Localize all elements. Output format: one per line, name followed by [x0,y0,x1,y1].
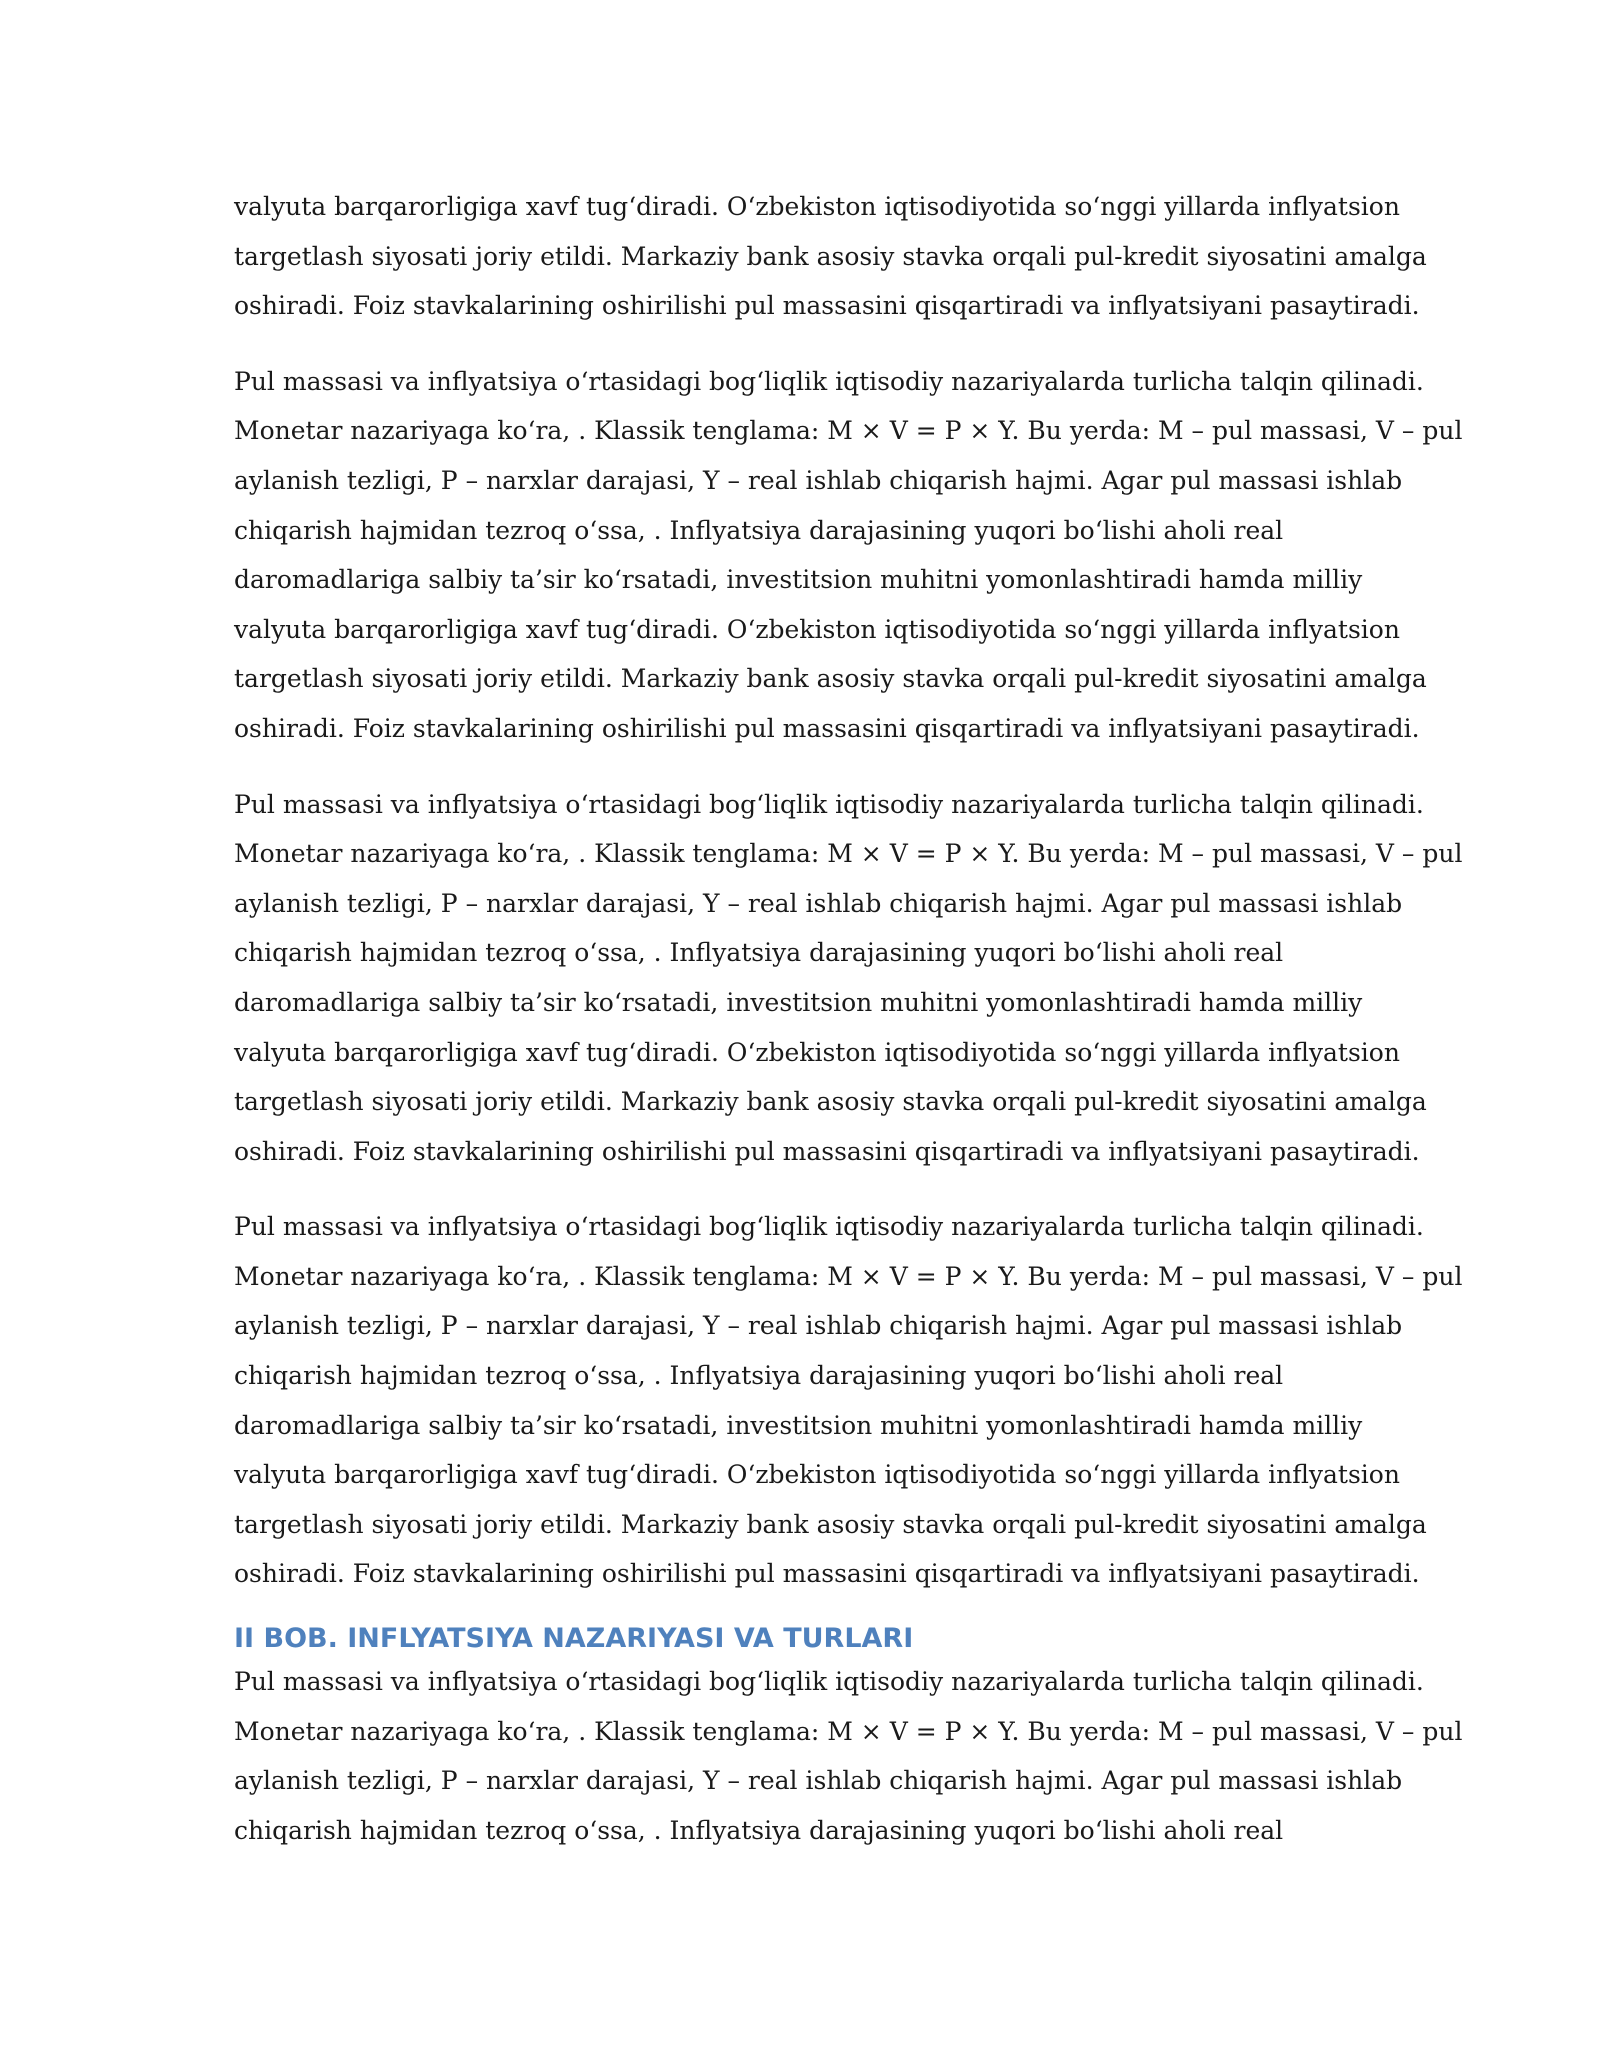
paragraph-spacer [234,331,1374,357]
text-line: oshiradi. Foiz stavkalarining oshirilishi pul massasini qisqartiradi va inflyatsiyani pasaytiradi. [234,1136,1420,1166]
text-line: oshiradi. Foiz stavkalarining oshirilishi pul massasini qisqartiradi va inflyatsiyani pasaytiradi. [234,713,1420,743]
text-line: valyuta barqarorligiga xavf tug‘diradi. O‘zbekiston iqtisodiyotida so‘nggi yillarda inflyatsion [234,1037,1400,1067]
paragraph [234,182,1427,331]
text-line: targetlash siyosati joriy etildi. Markaziy bank asosiy stavka orqali pul-kredit siyosatini amalga [234,241,1427,271]
text-line: valyuta barqarorligiga xavf tug‘diradi. O‘zbekiston iqtisodiyotida so‘nggi yillarda inflyatsion [234,192,1400,221]
text-line: Pul massasi va inflyatsiya o‘rtasidagi bog‘liqlik iqtisodiy nazariyalarda turlicha talqin qilinadi. [234,1212,1424,1242]
text-line: oshiradi. Foiz stavkalarining oshirilishi pul massasini qisqartiradi va inflyatsiyani pasaytiradi. [234,1559,1420,1589]
paragraph-spacer [234,1176,1374,1202]
document-body [234,182,1463,1855]
text-line: targetlash siyosati joriy etildi. Markaziy bank asosiy stavka orqali pul-kredit siyosatini amalga [234,1509,1427,1539]
text-line: targetlash siyosati joriy etildi. Markaziy bank asosiy stavka orqali pul-kredit siyosatini amalga [234,1087,1427,1117]
text-line: Monetar nazariyaga ko‘ra, . Klassik tenglama: M × V = P × Y. Bu yerda: M – pul massasi, V – pul [234,1261,1463,1291]
text-line: daromadlariga salbiy ta’sir ko‘rsatadi, investitsion muhitni yomonlashtiradi hamda milliy [234,987,1363,1017]
text-line: Monetar nazariyaga ko‘ra, . Klassik tenglama: M × V = P × Y. Bu yerda: M – pul massasi, V – pul [234,839,1463,869]
text-line: Pul massasi va inflyatsiya o‘rtasidagi bog‘liqlik iqtisodiy nazariyalarda turlicha talqin qilinadi. [234,366,1424,396]
paragraph [234,1657,1463,1855]
text-line: chiqarish hajmidan tezroq o‘ssa, . Inflyatsiya darajasining yuqori bo‘lishi aholi real [234,515,1284,545]
text-line: aylanish tezligi, P – narxlar darajasi, Y – real ishlab chiqarish hajmi. Agar pul massasi ishlab [234,1766,1403,1796]
text-line: oshiradi. Foiz stavkalarining oshirilishi pul massasini qisqartiradi va inflyatsiyani pasaytiradi. [234,291,1420,321]
paragraph [234,1202,1463,1599]
text-line: aylanish tezligi, P – narxlar darajasi, Y – real ishlab chiqarish hajmi. Agar pul massasi ishlab [234,888,1403,918]
text-line: valyuta barqarorligiga xavf tug‘diradi. O‘zbekiston iqtisodiyotida so‘nggi yillarda inflyatsion [234,1460,1400,1490]
text-line: chiqarish hajmidan tezroq o‘ssa, . Inflyatsiya darajasining yuqori bo‘lishi aholi real [234,1815,1284,1845]
text-line: Monetar nazariyaga ko‘ra, . Klassik tenglama: M × V = P × Y. Bu yerda: M – pul massasi, V – pul [234,1716,1463,1746]
text-line: aylanish tezligi, P – narxlar darajasi, Y – real ishlab chiqarish hajmi. Agar pul massasi ishlab [234,465,1403,495]
paragraph-spacer [234,754,1374,780]
text-line: chiqarish hajmidan tezroq o‘ssa, . Inflyatsiya darajasining yuqori bo‘lishi aholi real [234,1361,1284,1391]
text-line: daromadlariga salbiy ta’sir ko‘rsatadi, investitsion muhitni yomonlashtiradi hamda milliy [234,565,1363,595]
text-line: Pul massasi va inflyatsiya o‘rtasidagi bog‘liqlik iqtisodiy nazariyalarda turlicha talqin qilinadi. [234,789,1424,819]
text-line: valyuta barqarorligiga xavf tug‘diradi. O‘zbekiston iqtisodiyotida so‘nggi yillarda inflyatsion [234,614,1400,644]
paragraph [234,357,1463,754]
text-line: daromadlariga salbiy ta’sir ko‘rsatadi, investitsion muhitni yomonlashtiradi hamda milliy [234,1410,1363,1440]
text-line: targetlash siyosati joriy etildi. Markaziy bank asosiy stavka orqali pul-kredit siyosatini amalga [234,664,1427,694]
text-line: Monetar nazariyaga ko‘ra, . Klassik tenglama: M × V = P × Y. Bu yerda: M – pul massasi, V – pul [234,416,1463,446]
text-line: chiqarish hajmidan tezroq o‘ssa, . Inflyatsiya darajasining yuqori bo‘lishi aholi real [234,938,1284,968]
text-line: aylanish tezligi, P – narxlar darajasi, Y – real ishlab chiqarish hajmi. Agar pul massasi ishlab [234,1311,1403,1341]
text-line: Pul massasi va inflyatsiya o‘rtasidagi bog‘liqlik iqtisodiy nazariyalarda turlicha talqin qilinadi. [234,1667,1424,1697]
paragraph [234,780,1463,1177]
section-heading: II BOB. INFLYATSIYA NAZARIYASI VA TURLARI [234,1623,914,1655]
